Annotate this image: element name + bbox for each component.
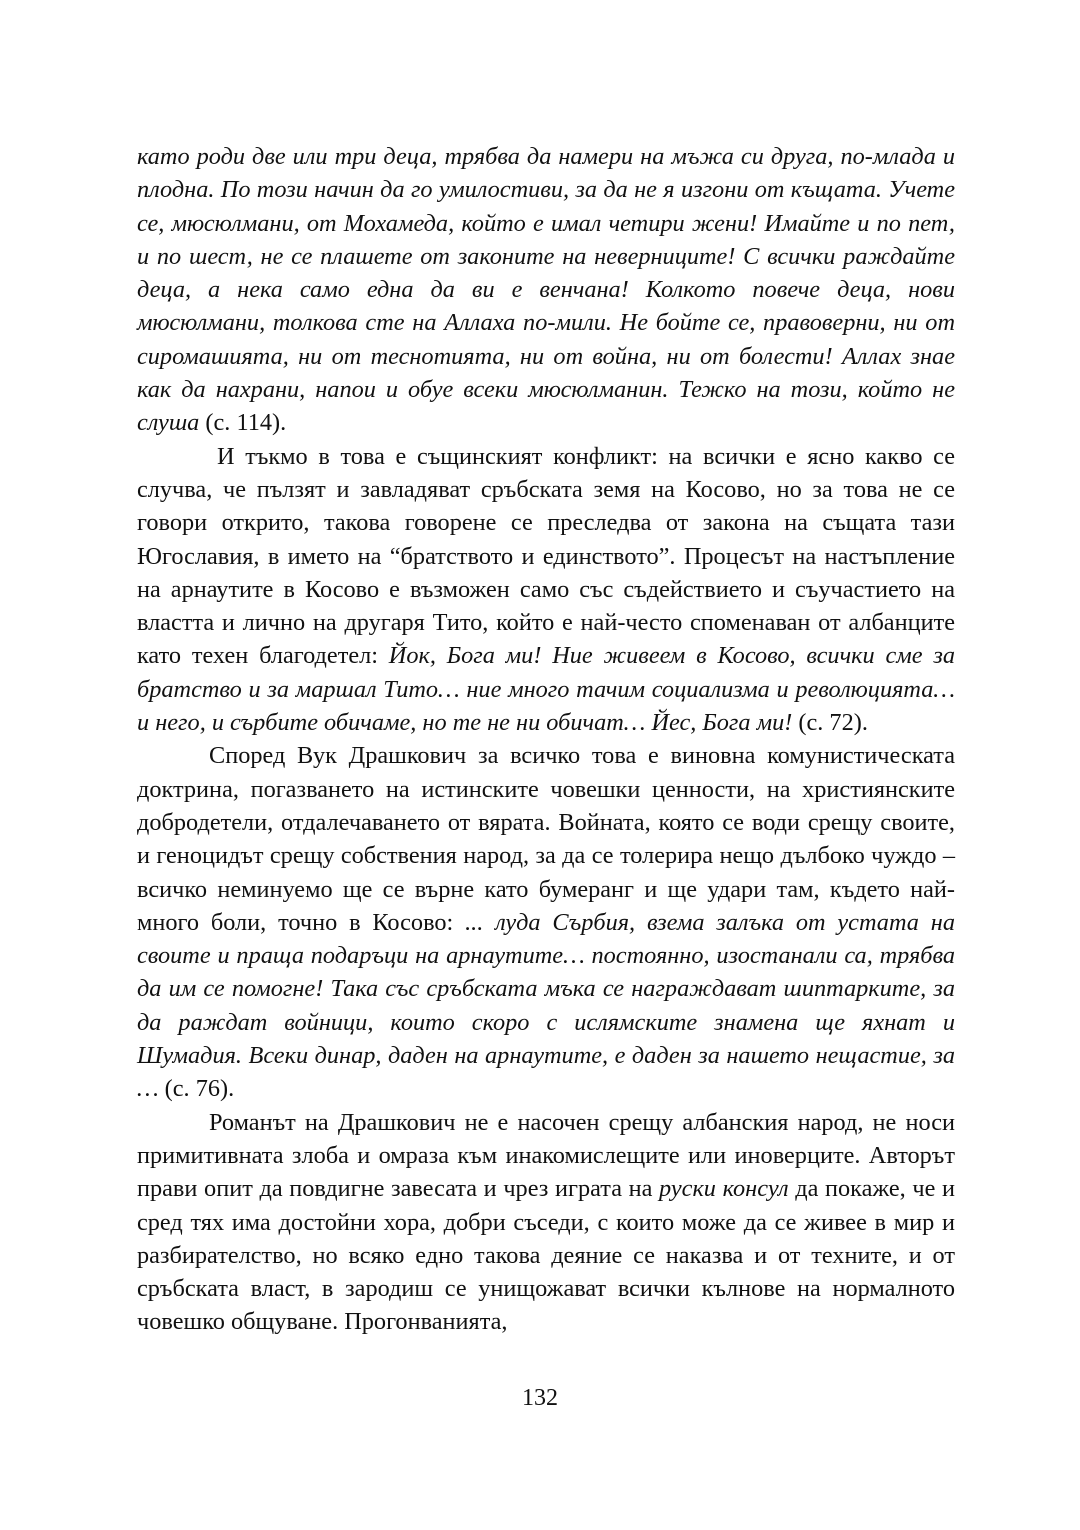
document-page — [137, 140, 955, 1339]
paragraph-quote-continuation — [137, 140, 955, 440]
citation: (с. 76). — [158, 1075, 235, 1103]
italic-quote: ... луда Сърбия, взема залъка от устата на своите и праща подаръци на арнаутите… постоянно, изостанали са, трябва да им се помогне! Така със сръбската мъка се награждават шиптарките, за да раждат войници, които скоро с ислямските знамена ще яхнат и Шумадия. Всеки динар, даден на арнаутите, е даден за нашето нещастие, за … — [137, 908, 955, 1103]
paragraph-doctrine — [137, 739, 955, 1105]
page-number: 132 — [522, 1385, 558, 1411]
paragraph-text: Според Вук Драшкович за всичко това е виновна комунистическата доктрина, погазването на истинските човешки ценности, на християнските добродетели, отдалечаването от вярата. Войната, която се води срещу своите, и геноцидът срещу собствения народ, за да се толерира нещо дълбоко чуждо – всичко неминуемо ще се върне като бумеранг и ще удари там, където най-много боли, точно в Косово: — [137, 742, 955, 936]
italic-quote: като роди две или три деца, трябва да намери на мъжа си друга, по-млада и плодна. По този начин да го умилостиви, за да не я изгони от къщата. Учете се, мюсюлмани, от Мохамеда, който е имал четири жени! Имайте и по пет, и по шест, не се плашете от законите на неверниците! С всички раждайте деца, а нека само една да ви е венчана! Колкото повече деца, нови мюсюлмани, толкова сте на Аллаха по-мили. Не бойте се, правоверни, ни от сиромашията, ни от теснотията, ни от война, ни от болести! Аллах знае как да нахрани, напои и обуе всеки мюсюлманин. Тежко на този, който не слуша — [137, 143, 955, 437]
italic-phrase: руски консул — [659, 1175, 789, 1203]
paragraph-conflict — [137, 440, 955, 740]
citation: (с. 72). — [792, 709, 868, 737]
paragraph-text: Романът на Драшкович не е насочен срещу албанския народ, не носи примитивната злоба и омраза към инакомислещите или иноверците. Авторът прави опит да повдигне завесата и чрез играта на — [137, 1108, 955, 1203]
paragraph-novel — [137, 1106, 955, 1339]
citation: (с. 114). — [199, 409, 287, 437]
paragraph-text: И тъкмо в това е същинският конфликт: на всички е ясно какво се случва, че пълзят и завладяват сръбската земя на Косово, но за това не се говори открито, такова говорене се преследва от закона на същата тази Югославия, в името на “братството и единството”. Процесът на настъпление на арнаутите в Косово е възможен само със съдействието и съучастието на властта и лично на другаря Тито, който е най-често споменаван от албанците като техен благодетел: — [137, 442, 955, 670]
italic-quote: Йок, Бога ми! Ние живеем в Косово, всички сме за братство и за маршал Тито… ние много тачим социализма и революцията… и него, и сърбите обичаме, но те не ни обичат… Йес, Бога ми! — [137, 642, 955, 737]
paragraph-text: да покаже, че и сред тях има достойни хора, добри съседи, с които може да се живее в мир и разбирателство, но всяко едно такова деяние се наказва и от техните, и от сръбската власт, в зародиш се унищожават всички кълнове на нормалното човешко общуване. Прогонванията, — [137, 1175, 955, 1336]
